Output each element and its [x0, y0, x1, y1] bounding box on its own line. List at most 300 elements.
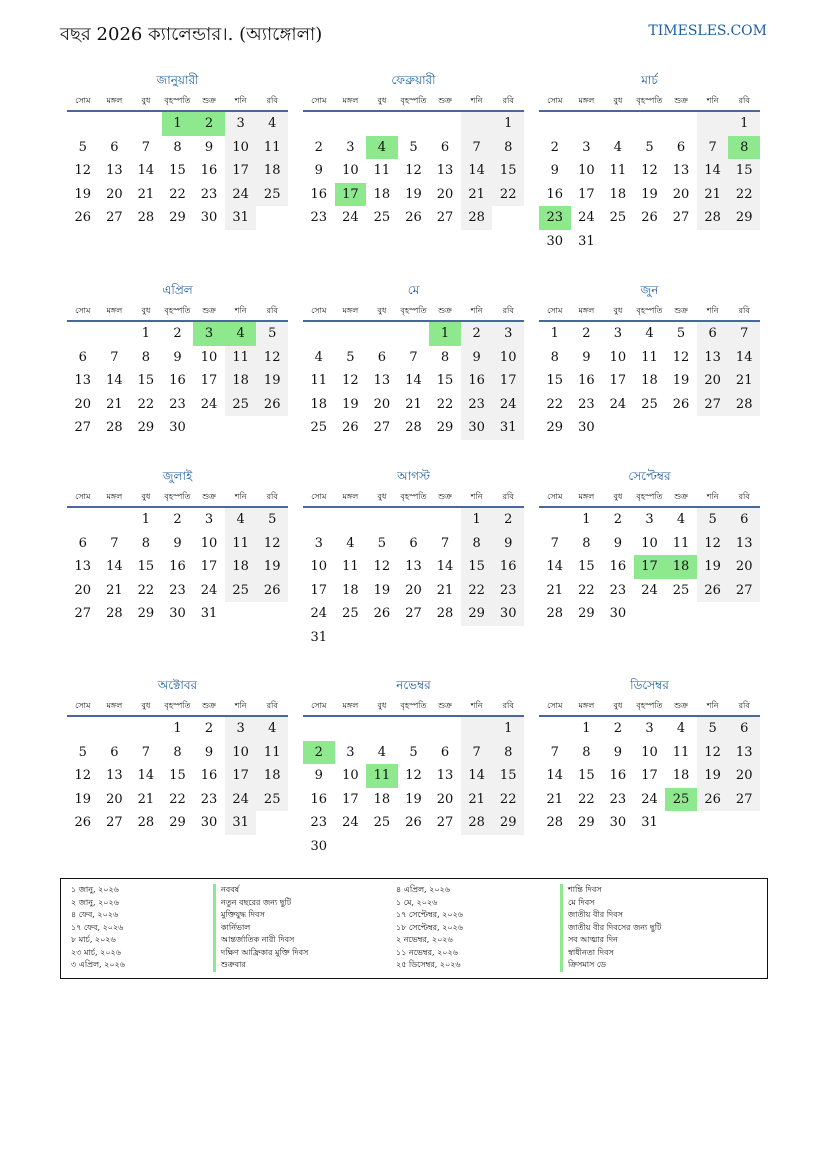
day-cell: 18	[225, 555, 257, 579]
day-cell: 7	[697, 136, 729, 160]
day-cell: 12	[697, 532, 729, 556]
weekday-label: বুধ	[141, 492, 151, 501]
holiday-day-cell: 23	[539, 206, 571, 230]
day-cell: 12	[373, 559, 391, 574]
day-cell: 2	[173, 326, 182, 341]
day-cell: 31	[578, 233, 595, 249]
day-cell: 20	[74, 582, 92, 598]
day-cell: 6	[78, 535, 87, 551]
day-cell: 17	[342, 791, 359, 807]
weekday-label: মঙ্গল	[342, 492, 359, 501]
weekday-label: বৃহস্পতি	[400, 701, 427, 710]
day-cell: 26	[256, 393, 288, 417]
weekday-label: সোম	[75, 701, 91, 710]
empty-day-cell	[99, 508, 131, 532]
day-cell: 4	[346, 535, 355, 551]
day-cell: 25	[373, 815, 391, 830]
weekday-label: শুক্র	[438, 306, 452, 315]
day-cell: 13	[373, 373, 391, 388]
legend-date: ৩ এপ্রিল, ২০২৬	[71, 960, 125, 969]
day-cell: 31	[200, 606, 218, 621]
day-cell: 1	[550, 326, 559, 341]
day-cell: 21	[137, 186, 155, 202]
day-cell: 9	[314, 163, 323, 178]
weekday-label: সোম	[547, 492, 563, 501]
day-cell: 30	[169, 606, 186, 621]
day-cell: 6	[728, 717, 760, 741]
empty-day-cell	[539, 112, 571, 136]
day-cell: 30	[546, 233, 564, 249]
day-cell: 15	[137, 373, 155, 388]
empty-day-cell	[366, 322, 398, 346]
day-cell: 21	[106, 396, 123, 412]
day-cell: 12	[641, 163, 658, 178]
day-cell: 23	[461, 393, 493, 417]
day-cell: 15	[436, 373, 454, 388]
day-cell: 18	[310, 396, 328, 412]
holiday-day-cell: 4	[225, 322, 257, 346]
day-cell: 9	[613, 535, 623, 551]
empty-day-cell	[130, 112, 162, 136]
legend-holiday-name: শান্তি দিবস	[560, 884, 757, 897]
day-cell: 26	[342, 420, 359, 435]
day-cell: 2	[550, 139, 559, 155]
empty-day-cell	[461, 717, 493, 741]
day-cell: 19	[697, 764, 729, 788]
weekday-label: রবি	[738, 701, 750, 710]
day-cell: 15	[546, 373, 564, 388]
month-name: আগস্ট	[397, 469, 430, 483]
day-cell: 10	[578, 163, 595, 178]
day-cell: 3	[204, 512, 214, 527]
day-cell: 6	[676, 139, 686, 155]
weekday-label: বৃহস্পতি	[164, 96, 191, 105]
day-cell: 28	[546, 606, 564, 621]
day-grid	[539, 112, 760, 253]
day-cell: 19	[641, 186, 658, 202]
day-cell: 10	[342, 163, 359, 178]
weekday-label: শুক্র	[674, 306, 688, 315]
day-cell: 31	[310, 629, 328, 645]
day-cell: 11	[672, 744, 690, 760]
day-cell: 1	[582, 512, 591, 527]
empty-day-cell	[366, 717, 398, 741]
empty-day-cell	[398, 717, 430, 741]
day-cell: 13	[697, 346, 729, 370]
day-cell: 19	[405, 791, 422, 807]
day-cell: 10	[225, 136, 257, 160]
day-cell: 29	[461, 602, 493, 626]
day-cell: 10	[492, 346, 524, 370]
weekday-label: শনি	[470, 96, 483, 105]
day-cell: 20	[373, 396, 391, 412]
weekday-label: শনি	[706, 701, 719, 710]
day-cell: 21	[436, 582, 454, 598]
day-cell: 13	[672, 163, 690, 178]
day-cell: 17	[578, 186, 595, 202]
day-cell: 3	[346, 744, 355, 760]
empty-day-cell	[303, 508, 335, 532]
day-cell: 15	[578, 559, 595, 574]
day-cell: 11	[342, 559, 359, 574]
weekday-label: রবি	[266, 306, 278, 315]
day-cell: 7	[141, 139, 151, 155]
day-cell: 25	[672, 582, 690, 598]
day-cell: 3	[492, 322, 524, 346]
day-cell: 11	[672, 535, 690, 551]
day-cell: 19	[697, 555, 729, 579]
day-cell: 29	[492, 811, 524, 835]
weekday-label: সোম	[547, 306, 563, 315]
day-cell: 15	[169, 768, 186, 783]
day-cell: 9	[550, 163, 559, 178]
day-cell: 5	[645, 139, 654, 155]
weekday-label: সোম	[547, 701, 563, 710]
day-cell: 25	[310, 420, 328, 435]
day-cell: 2	[314, 139, 323, 155]
day-cell: 24	[641, 582, 658, 598]
day-cell: 25	[256, 183, 288, 207]
day-cell: 15	[578, 768, 595, 783]
day-cell: 8	[141, 535, 151, 551]
day-cell: 16	[169, 373, 186, 388]
day-cell: 28	[106, 606, 123, 621]
weekday-header	[67, 695, 288, 717]
day-cell: 13	[436, 163, 454, 178]
empty-day-cell	[571, 112, 603, 136]
day-cell: 7	[409, 349, 418, 365]
day-cell: 26	[256, 579, 288, 603]
empty-day-cell	[429, 508, 461, 532]
day-cell: 27	[672, 210, 690, 225]
day-cell: 21	[405, 396, 422, 412]
day-cell: 26	[697, 579, 729, 603]
day-cell: 18	[256, 764, 288, 788]
holiday-day-cell: 18	[665, 555, 697, 579]
day-cell: 13	[106, 768, 123, 783]
site-link[interactable]: TIMESLES.COM	[648, 23, 767, 39]
day-cell: 13	[74, 373, 92, 388]
day-cell: 13	[728, 741, 760, 765]
day-cell: 13	[405, 559, 422, 574]
day-grid	[303, 508, 524, 649]
month-calendar	[303, 675, 524, 858]
day-cell: 23	[609, 582, 627, 598]
weekday-label: বুধ	[141, 306, 151, 315]
weekday-label: শুক্র	[202, 492, 216, 501]
day-cell: 16	[169, 559, 186, 574]
day-grid	[67, 322, 288, 440]
day-cell: 11	[256, 741, 288, 765]
day-cell: 24	[342, 815, 359, 830]
day-cell: 7	[550, 744, 559, 760]
day-cell: 13	[728, 532, 760, 556]
day-cell: 13	[436, 768, 454, 783]
legend-holiday-name: শুক্রবার	[213, 959, 396, 972]
empty-day-cell	[67, 322, 99, 346]
empty-day-cell	[303, 112, 335, 136]
day-cell: 1	[492, 717, 524, 741]
day-cell: 22	[137, 582, 155, 598]
weekday-label: সোম	[311, 96, 327, 105]
day-cell: 5	[409, 744, 418, 760]
day-cell: 24	[200, 582, 218, 598]
holiday-day-cell: 1	[429, 322, 461, 346]
day-cell: 5	[676, 326, 686, 341]
day-cell: 22	[728, 183, 760, 207]
month-name: অক্টোবর	[157, 678, 198, 692]
day-cell: 28	[137, 210, 155, 225]
day-cell: 3	[645, 512, 654, 527]
day-cell: 2	[582, 326, 591, 341]
empty-day-cell	[67, 112, 99, 136]
day-cell: 27	[728, 579, 760, 603]
weekday-label: বুধ	[613, 96, 623, 105]
empty-day-cell	[99, 717, 131, 741]
empty-day-cell	[398, 508, 430, 532]
day-cell: 11	[373, 163, 391, 178]
day-cell: 25	[256, 788, 288, 812]
month-calendar	[539, 280, 760, 440]
day-grid	[67, 508, 288, 626]
day-cell: 16	[578, 373, 595, 388]
day-cell: 20	[106, 186, 123, 202]
weekday-label: বুধ	[377, 701, 387, 710]
weekday-label: শুক্র	[674, 96, 688, 105]
day-cell: 8	[461, 532, 493, 556]
day-cell: 22	[169, 791, 186, 807]
day-cell: 17	[641, 768, 658, 783]
day-cell: 8	[582, 535, 591, 551]
day-cell: 11	[225, 346, 257, 370]
weekday-label: বৃহস্পতি	[400, 96, 427, 105]
day-cell: 14	[137, 163, 155, 178]
weekday-label: শুক্র	[438, 492, 452, 501]
weekday-label: সোম	[311, 701, 327, 710]
day-cell: 17	[492, 369, 524, 393]
day-cell: 20	[106, 791, 123, 807]
weekday-label: রবি	[266, 96, 278, 105]
day-cell: 9	[204, 139, 214, 155]
month-calendar	[303, 466, 524, 649]
day-cell: 1	[582, 721, 591, 736]
day-grid	[303, 717, 524, 858]
legend-date: ২ নভেম্বর, ২০২৬	[396, 935, 453, 944]
day-cell: 27	[74, 420, 92, 435]
day-cell: 30	[200, 815, 218, 830]
weekday-header	[539, 300, 760, 322]
day-cell: 3	[582, 139, 591, 155]
weekday-label: বৃহস্পতি	[400, 492, 427, 501]
day-cell: 22	[492, 183, 524, 207]
legend-date: ১৭ ফেব, ২০২৬	[71, 922, 124, 932]
day-cell: 1	[173, 721, 182, 736]
day-cell: 21	[461, 183, 493, 207]
weekday-label: সোম	[75, 492, 91, 501]
day-cell: 6	[110, 139, 119, 155]
weekday-header	[67, 300, 288, 322]
empty-day-cell	[335, 112, 367, 136]
day-cell: 24	[225, 788, 257, 812]
day-cell: 2	[461, 322, 493, 346]
day-cell: 29	[578, 606, 595, 621]
day-cell: 4	[676, 721, 686, 736]
day-cell: 24	[342, 210, 359, 225]
legend-holiday-name: স্বাধীনতা দিবস	[560, 947, 757, 960]
day-cell: 9	[461, 346, 493, 370]
day-cell: 14	[697, 159, 729, 183]
day-cell: 1	[461, 508, 493, 532]
day-cell: 12	[697, 741, 729, 765]
month-calendar	[303, 280, 524, 440]
day-cell: 29	[728, 206, 760, 230]
day-cell: 28	[436, 606, 454, 621]
weekday-label: শনি	[470, 492, 483, 501]
month-name: ডিসেম্বর	[630, 678, 669, 692]
day-cell: 29	[169, 815, 186, 830]
weekday-label: বুধ	[377, 96, 387, 105]
day-cell: 4	[314, 349, 323, 365]
day-cell: 28	[137, 815, 155, 830]
day-cell: 16	[200, 768, 218, 783]
weekday-label: রবি	[502, 306, 514, 315]
day-cell: 9	[173, 349, 182, 365]
weekday-label: শনি	[234, 492, 247, 501]
day-cell: 19	[74, 186, 92, 202]
day-cell: 5	[377, 535, 387, 551]
day-cell: 15	[492, 764, 524, 788]
day-cell: 27	[436, 210, 454, 225]
day-cell: 7	[461, 741, 493, 765]
legend-date: ১৭ সেপ্টেম্বর, ২০২৬	[396, 910, 463, 919]
weekday-label: শনি	[234, 306, 247, 315]
weekday-label: শনি	[706, 492, 719, 501]
day-grid	[303, 112, 524, 230]
day-cell: 6	[697, 322, 729, 346]
weekday-label: রবি	[266, 701, 278, 710]
holiday-day-cell: 2	[303, 741, 335, 765]
day-cell: 17	[200, 559, 218, 574]
day-cell: 28	[461, 811, 493, 835]
day-cell: 24	[492, 393, 524, 417]
day-cell: 5	[409, 139, 418, 155]
day-grid	[539, 322, 760, 440]
weekday-label: সোম	[75, 306, 91, 315]
day-cell: 31	[225, 206, 257, 230]
day-cell: 22	[461, 579, 493, 603]
legend-date: ৮ মার্চ, ২০২৬	[71, 935, 116, 944]
day-cell: 6	[440, 744, 450, 760]
day-cell: 25	[609, 210, 627, 225]
weekday-label: বুধ	[613, 306, 623, 315]
weekday-label: মঙ্গল	[106, 96, 123, 105]
day-cell: 19	[256, 369, 288, 393]
day-cell: 27	[436, 815, 454, 830]
day-cell: 29	[578, 815, 595, 830]
weekday-label: রবি	[738, 306, 750, 315]
empty-day-cell	[461, 112, 493, 136]
day-cell: 14	[461, 764, 493, 788]
day-cell: 11	[310, 373, 328, 388]
day-cell: 2	[613, 512, 623, 527]
day-cell: 18	[672, 768, 690, 783]
day-cell: 29	[169, 210, 186, 225]
month-name: মার্চ	[641, 73, 658, 87]
day-cell: 6	[377, 349, 387, 365]
day-cell: 30	[609, 815, 627, 830]
day-cell: 4	[645, 326, 654, 341]
weekday-label: মঙ্গল	[342, 306, 359, 315]
holiday-legend	[60, 878, 768, 979]
weekday-label: রবি	[738, 96, 750, 105]
day-cell: 21	[106, 582, 123, 598]
day-cell: 23	[578, 396, 595, 412]
day-cell: 23	[200, 791, 218, 807]
day-cell: 16	[546, 186, 564, 202]
legend-holiday-name: কার্নিভাল	[213, 922, 396, 935]
day-cell: 2	[613, 721, 623, 736]
day-cell: 24	[578, 210, 595, 225]
day-cell: 22	[436, 396, 454, 412]
legend-date: ২৫ ডিসেম্বর, ২০২৬	[396, 960, 461, 969]
day-cell: 21	[728, 369, 760, 393]
legend-holiday-name: নতুন বছরের জন্য ছুটি	[213, 897, 396, 910]
day-cell: 16	[609, 768, 627, 783]
day-cell: 25	[641, 396, 658, 412]
day-cell: 5	[256, 508, 288, 532]
weekday-label: বৃহস্পতি	[164, 492, 191, 501]
day-cell: 9	[613, 744, 623, 760]
weekday-label: শুক্র	[202, 701, 216, 710]
month-calendar	[539, 675, 760, 835]
day-cell: 3	[225, 112, 257, 136]
day-cell: 10	[310, 559, 328, 574]
month-name: সেপ্টেম্বর	[628, 469, 671, 483]
day-cell: 19	[342, 396, 359, 412]
day-cell: 15	[169, 163, 186, 178]
empty-day-cell	[697, 112, 729, 136]
weekday-header	[67, 90, 288, 112]
weekday-label: বুধ	[377, 492, 387, 501]
holiday-day-cell: 1	[162, 112, 194, 136]
weekday-label: মঙ্গল	[578, 701, 595, 710]
day-cell: 30	[492, 602, 524, 626]
day-cell: 20	[436, 186, 454, 202]
day-cell: 7	[110, 349, 119, 365]
holiday-day-cell: 3	[193, 322, 225, 346]
month-name: জানুয়ারী	[156, 73, 199, 87]
day-cell: 14	[436, 559, 454, 574]
weekday-label: মঙ্গল	[342, 701, 359, 710]
day-cell: 21	[137, 791, 155, 807]
day-cell: 26	[641, 210, 658, 225]
day-cell: 25	[225, 579, 257, 603]
day-grid	[67, 112, 288, 230]
weekday-label: সোম	[311, 306, 327, 315]
day-cell: 21	[697, 183, 729, 207]
day-cell: 14	[137, 768, 155, 783]
empty-day-cell	[539, 508, 571, 532]
day-cell: 30	[461, 416, 493, 440]
month-calendar	[67, 70, 288, 230]
day-cell: 29	[436, 420, 454, 435]
day-cell: 19	[672, 373, 690, 388]
empty-day-cell	[665, 112, 697, 136]
day-cell: 5	[697, 717, 729, 741]
day-cell: 10	[609, 349, 627, 365]
weekday-label: শনি	[234, 701, 247, 710]
month-calendar	[539, 70, 760, 253]
